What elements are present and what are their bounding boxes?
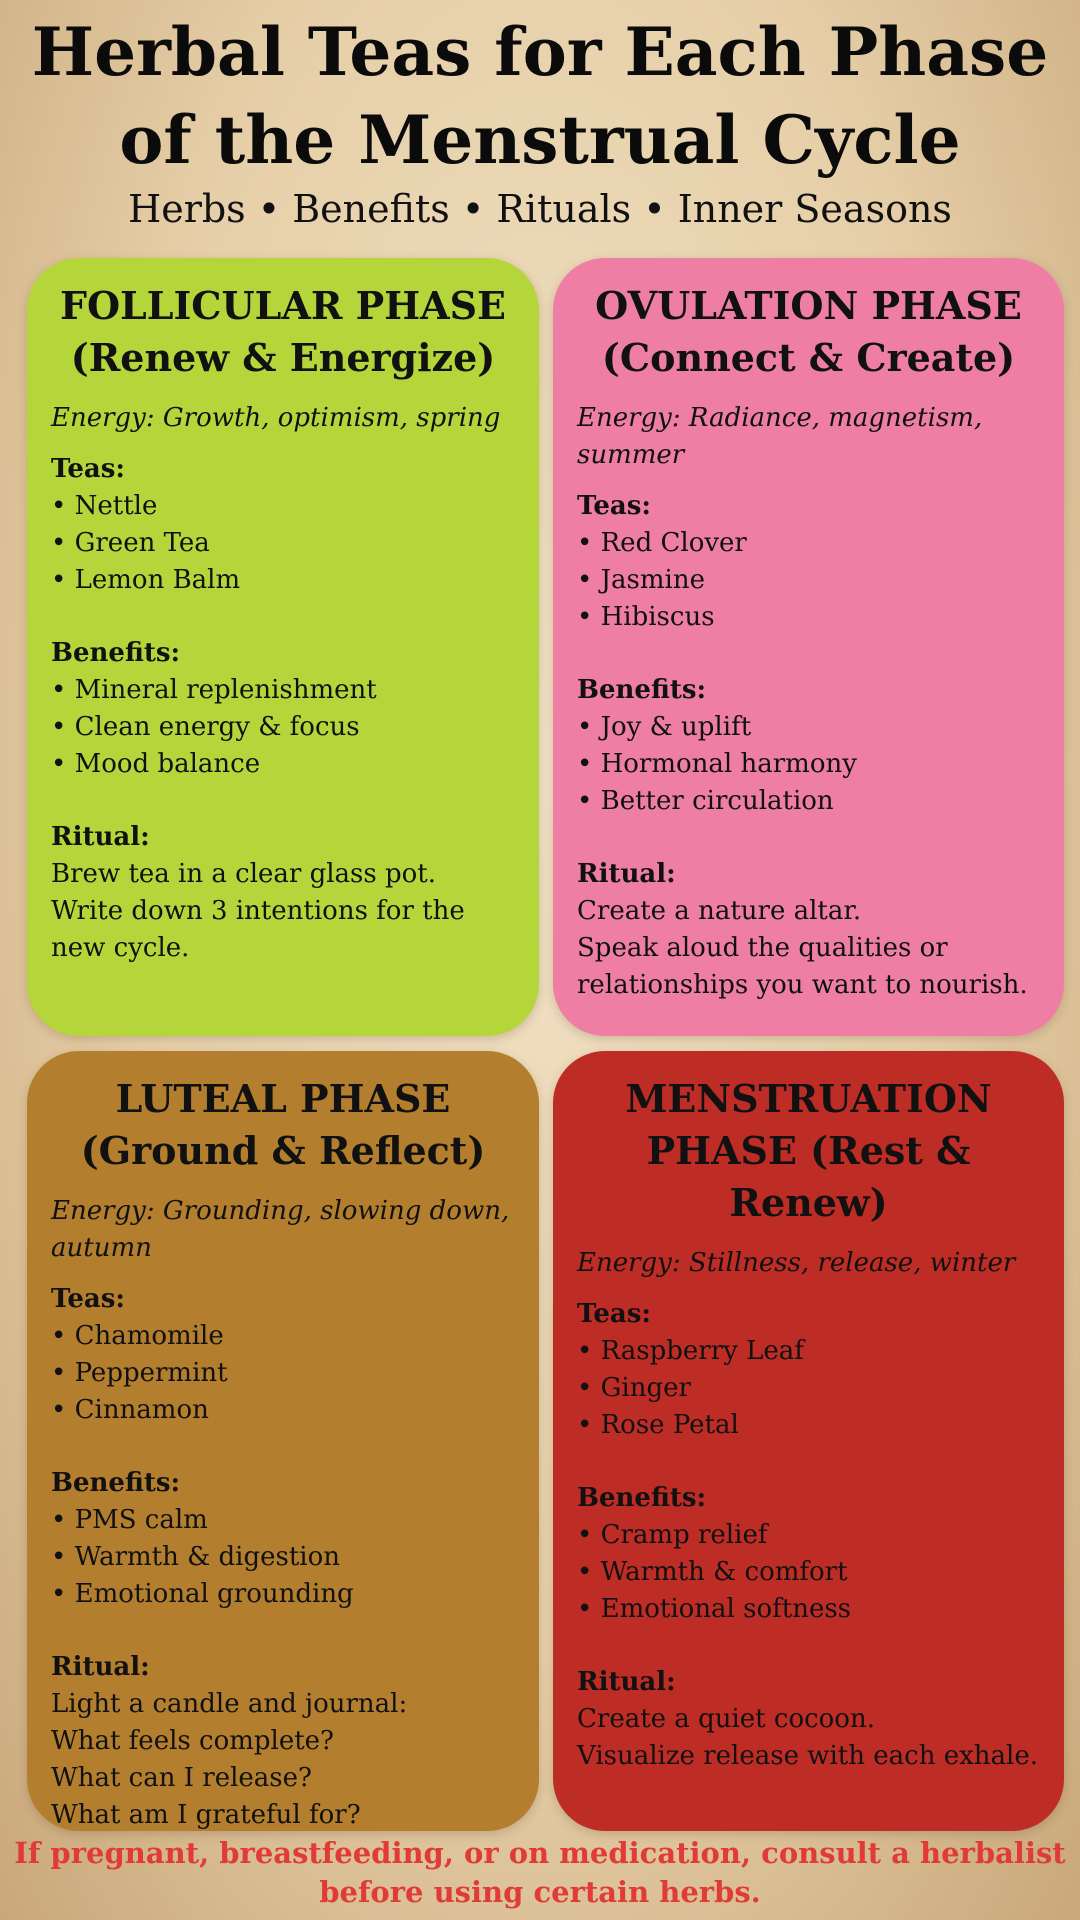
- phase-card-follicular: [27, 258, 539, 1036]
- phase-energy: Energy: Grounding, slowing down, autumn: [51, 1196, 510, 1263]
- phase-card-menstruation: [553, 1051, 1064, 1831]
- benefits-list: [577, 1517, 1040, 1628]
- benefits-label: Benefits:: [577, 675, 707, 705]
- tea-item: • Hibiscus: [577, 599, 1040, 636]
- ritual-text: Brew tea in a clear glass pot. Write down 3 intentions for the new cycle.: [51, 859, 465, 963]
- benefit-item: • Clean energy & focus: [51, 709, 515, 746]
- benefit-item: • Better circulation: [577, 783, 1040, 820]
- benefit-item: • Emotional grounding: [51, 1576, 515, 1613]
- benefit-item: • PMS calm: [51, 1502, 515, 1539]
- disclaimer: If pregnant, breastfeeding, or on medication, consult a herbalist before using certain herbs.: [14, 1836, 1066, 1909]
- benefit-item: • Warmth & comfort: [577, 1554, 1040, 1591]
- benefits-list: [51, 1502, 515, 1613]
- tea-item: • Peppermint: [51, 1355, 515, 1392]
- page-subtitle: Herbs • Benefits • Rituals • Inner Seasons: [128, 187, 952, 231]
- teas-list: [577, 525, 1040, 636]
- benefit-item: • Mood balance: [51, 746, 515, 783]
- phase-card-ovulation: [553, 258, 1064, 1036]
- tea-item: • Jasmine: [577, 562, 1040, 599]
- teas-list: [577, 1333, 1040, 1444]
- ritual-text: Create a quiet cocoon. Visualize release with each exhale.: [577, 1704, 1038, 1771]
- benefits-label: Benefits:: [51, 1468, 181, 1498]
- tea-item: • Rose Petal: [577, 1407, 1040, 1444]
- phase-title: MENSTRUATION PHASE (Rest & Renew): [625, 1076, 992, 1225]
- tea-item: • Ginger: [577, 1370, 1040, 1407]
- ritual-label: Ritual:: [51, 822, 150, 852]
- tea-item: • Nettle: [51, 488, 515, 525]
- benefit-item: • Hormonal harmony: [577, 746, 1040, 783]
- teas-label: Teas:: [51, 1284, 125, 1314]
- phase-energy: Energy: Growth, optimism, spring: [51, 403, 501, 433]
- phase-energy: Energy: Stillness, release, winter: [577, 1248, 1016, 1278]
- ritual-label: Ritual:: [577, 859, 676, 889]
- teas-list: [51, 1318, 515, 1429]
- teas-list: [51, 488, 515, 599]
- tea-item: • Cinnamon: [51, 1392, 515, 1429]
- benefit-item: • Joy & uplift: [577, 709, 1040, 746]
- phase-title: FOLLICULAR PHASE (Renew & Energize): [59, 283, 507, 380]
- phase-card-luteal: [27, 1051, 539, 1831]
- benefits-list: [51, 672, 515, 783]
- benefit-item: • Mineral replenishment: [51, 672, 515, 709]
- page-title: Herbal Teas for Each Phase of the Menstrual Cycle: [31, 13, 1049, 179]
- phase-title: LUTEAL PHASE (Ground & Reflect): [80, 1076, 486, 1173]
- benefits-list: [577, 709, 1040, 820]
- tea-item: • Red Clover: [577, 525, 1040, 562]
- ritual-label: Ritual:: [577, 1667, 676, 1697]
- tea-item: • Lemon Balm: [51, 562, 515, 599]
- phase-title: OVULATION PHASE (Connect & Create): [595, 283, 1022, 380]
- benefit-item: • Emotional softness: [577, 1591, 1040, 1628]
- benefit-item: • Warmth & digestion: [51, 1539, 515, 1576]
- header: [0, 8, 1080, 234]
- ritual-text: Light a candle and journal: What feels complete? What can I release? What am I grateful for?: [51, 1689, 408, 1830]
- teas-label: Teas:: [51, 454, 125, 484]
- phase-energy: Energy: Radiance, magnetism, summer: [577, 403, 983, 470]
- ritual-text: Create a nature altar. Speak aloud the qualities or relationships you want to nourish.: [577, 896, 1028, 1000]
- teas-label: Teas:: [577, 491, 651, 521]
- benefits-label: Benefits:: [51, 638, 181, 668]
- tea-item: • Green Tea: [51, 525, 515, 562]
- tea-item: • Raspberry Leaf: [577, 1333, 1040, 1370]
- teas-label: Teas:: [577, 1299, 651, 1329]
- tea-item: • Chamomile: [51, 1318, 515, 1355]
- benefit-item: • Cramp relief: [577, 1517, 1040, 1554]
- ritual-label: Ritual:: [51, 1652, 150, 1682]
- benefits-label: Benefits:: [577, 1483, 707, 1513]
